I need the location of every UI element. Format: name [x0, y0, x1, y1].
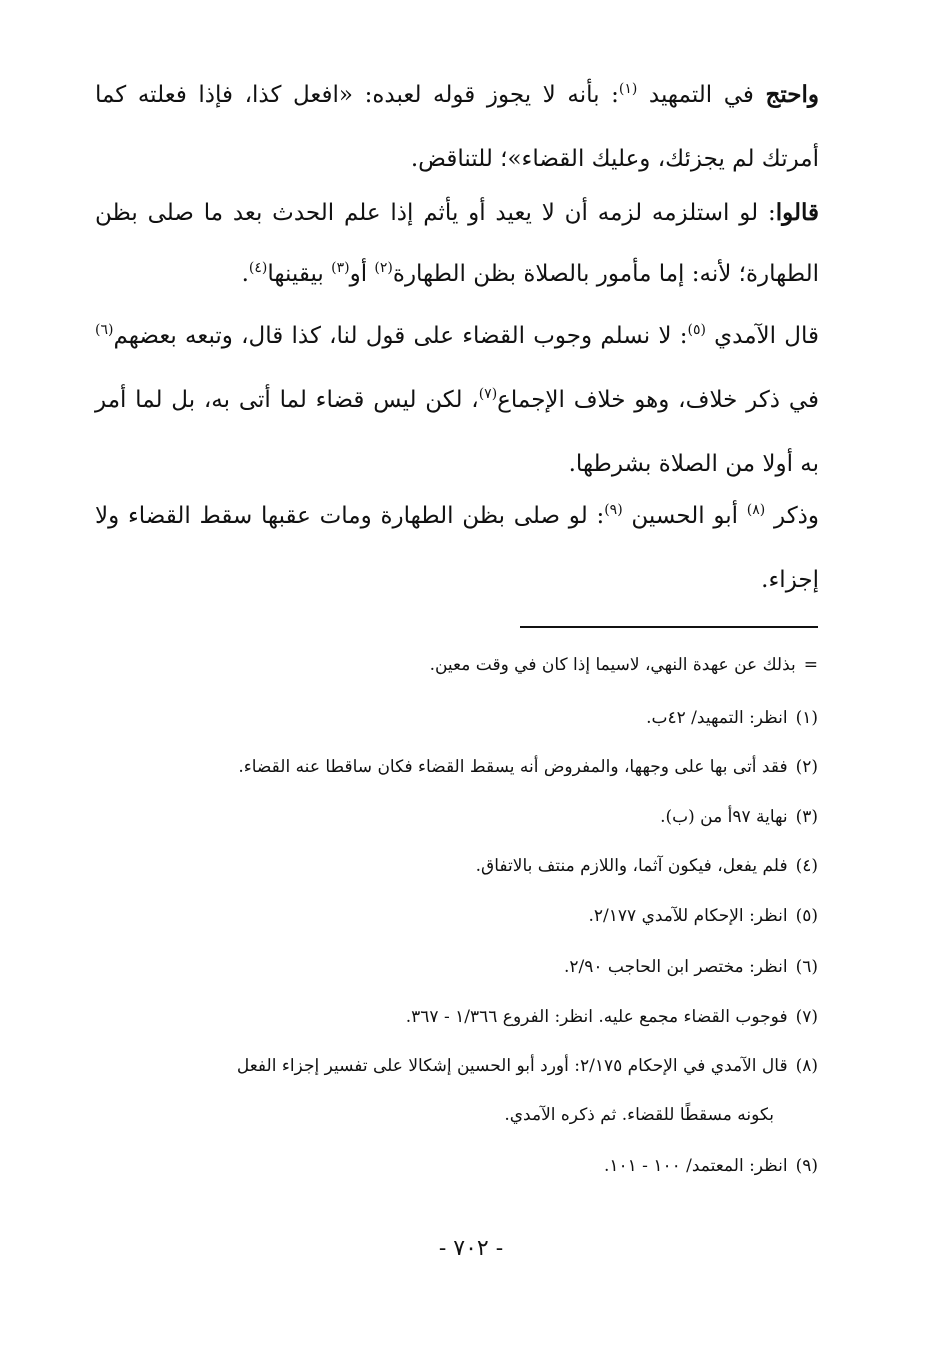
paragraph-text: : لو استلزمه لزمه أن لا يعيد أو يأثم إذا علم الحدث بعد ما صلى بظن الطهارة؛ لأنه: إما مأمور بالصلاة بظن الطهارة [95, 200, 819, 287]
footnote-text: انظر: المعتمد/ ١٠٠ - ١٠١. [603, 1156, 788, 1176]
paragraph-text: . [241, 261, 249, 287]
paragraph-text: : لو صلى بظن الطهارة ومات عقبها سقط القضاء ولا إجزاء. [95, 503, 819, 593]
footnote-ref[interactable]: (٧) [478, 386, 498, 402]
footnote-text: بذلك عن عهدة النهي، لاسيما إذا كان في وقت معين. [429, 655, 796, 675]
paragraph-2 [95, 182, 819, 308]
footnote-ref[interactable]: (٣) [331, 260, 350, 276]
footnote-number: (٣) [795, 807, 818, 827]
footnote-ref[interactable]: (٦) [95, 322, 114, 338]
footnote-text: فقد أتى بها على وجهها، والمفروض أنه يسقط القضاء فكان ساقطا عنه القضاء. [238, 757, 788, 777]
footnote-text: فلم يفعل، فيكون آثما، واللازم منتف بالاتفاق. [475, 856, 788, 876]
footnote-number: (٨) [795, 1056, 818, 1076]
footnote-continuation [92, 640, 818, 690]
footnote-9 [92, 1141, 818, 1191]
footnote-text: قال الآمدي في الإحكام ٢/١٧٥: أورد أبو الحسين إشكالا على تفسير إجزاء الفعل [236, 1056, 788, 1076]
footnote-number: (٢) [795, 757, 818, 777]
footnote-2 [92, 742, 818, 792]
paragraph-text: أبو الحسين [631, 503, 747, 529]
footnote-ref[interactable]: (٢) [374, 260, 393, 276]
paragraph-lead: قالوا [775, 199, 819, 226]
footnote-number: = [803, 655, 818, 675]
footnote-text: انظر: مختصر ابن الحاجب ٢/٩٠. [563, 957, 788, 977]
footnote-number: (٩) [795, 1156, 818, 1176]
paragraph-4 [95, 486, 819, 611]
paragraph-text: في ذكر خلاف، وهو خلاف الإجماع [497, 387, 820, 413]
footnote-5 [92, 891, 818, 941]
footnote-number: (٧) [795, 1007, 818, 1027]
footnote-number: (٥) [795, 906, 818, 926]
footnote-ref[interactable]: (١) [618, 81, 638, 97]
paragraph-1 [95, 64, 819, 190]
footnote-ref[interactable]: (٥) [687, 322, 706, 338]
paragraph-3 [95, 306, 819, 495]
footnote-3 [92, 792, 818, 842]
paragraph-text: قال الآمدي [714, 323, 819, 349]
footnote-ref[interactable]: (٨) [746, 502, 766, 518]
footnote-text: نهاية ٩٧أ من (ب). [660, 807, 788, 827]
footnote-8-continuation [92, 1090, 774, 1140]
footnote-number: (٤) [795, 856, 818, 876]
footnote-text: انظر: الإحكام للآمدي ٢/١٧٧. [588, 906, 788, 926]
footnote-text: بكونه مسقطًا للقضاء. ثم ذكره الآمدي. [504, 1105, 774, 1125]
page-number: - ٧٠٢ - [438, 1236, 504, 1261]
footnote-number: (١) [795, 708, 818, 728]
footnote-7 [92, 992, 818, 1042]
footnote-text: فوجوب القضاء مجمع عليه. انظر: الفروع ١/٣٦٦ - ٣٦٧. [405, 1007, 788, 1027]
footnote-ref[interactable]: (٤) [248, 260, 268, 276]
paragraph-lead: واحتج [765, 81, 820, 108]
footnote-6 [92, 942, 818, 992]
paragraph-text: ، لكن ليس قضاء لما أتى به، بل لما أمر به أولا من الصلاة بشرطها. [95, 387, 819, 477]
paragraph-text: أو [349, 261, 375, 287]
footnote-separator [520, 626, 818, 628]
footnote-ref[interactable]: (٩) [604, 502, 623, 518]
footnote-1 [92, 693, 818, 743]
paragraph-text: : بأنه لا يجوز قوله لعبده: «افعل كذا، فإذا فعلته كما أمرتك لم يجزئك، وعليك القضاء»؛ للتناقض. [95, 82, 819, 172]
footnote-text: انظر: التمهيد/ ٤٢ب. [646, 708, 788, 728]
footnote-number: (٦) [795, 957, 818, 977]
paragraph-text: في التمهيد [648, 82, 754, 108]
footnote-4 [92, 841, 818, 891]
footnote-8 [92, 1041, 818, 1091]
paragraph-text: بيقينها [267, 261, 332, 287]
paragraph-text: وذكر [774, 503, 820, 529]
paragraph-text: : لا نسلم وجوب القضاء على قول لنا، كذا قال، وتبعه بعضهم [113, 323, 688, 349]
